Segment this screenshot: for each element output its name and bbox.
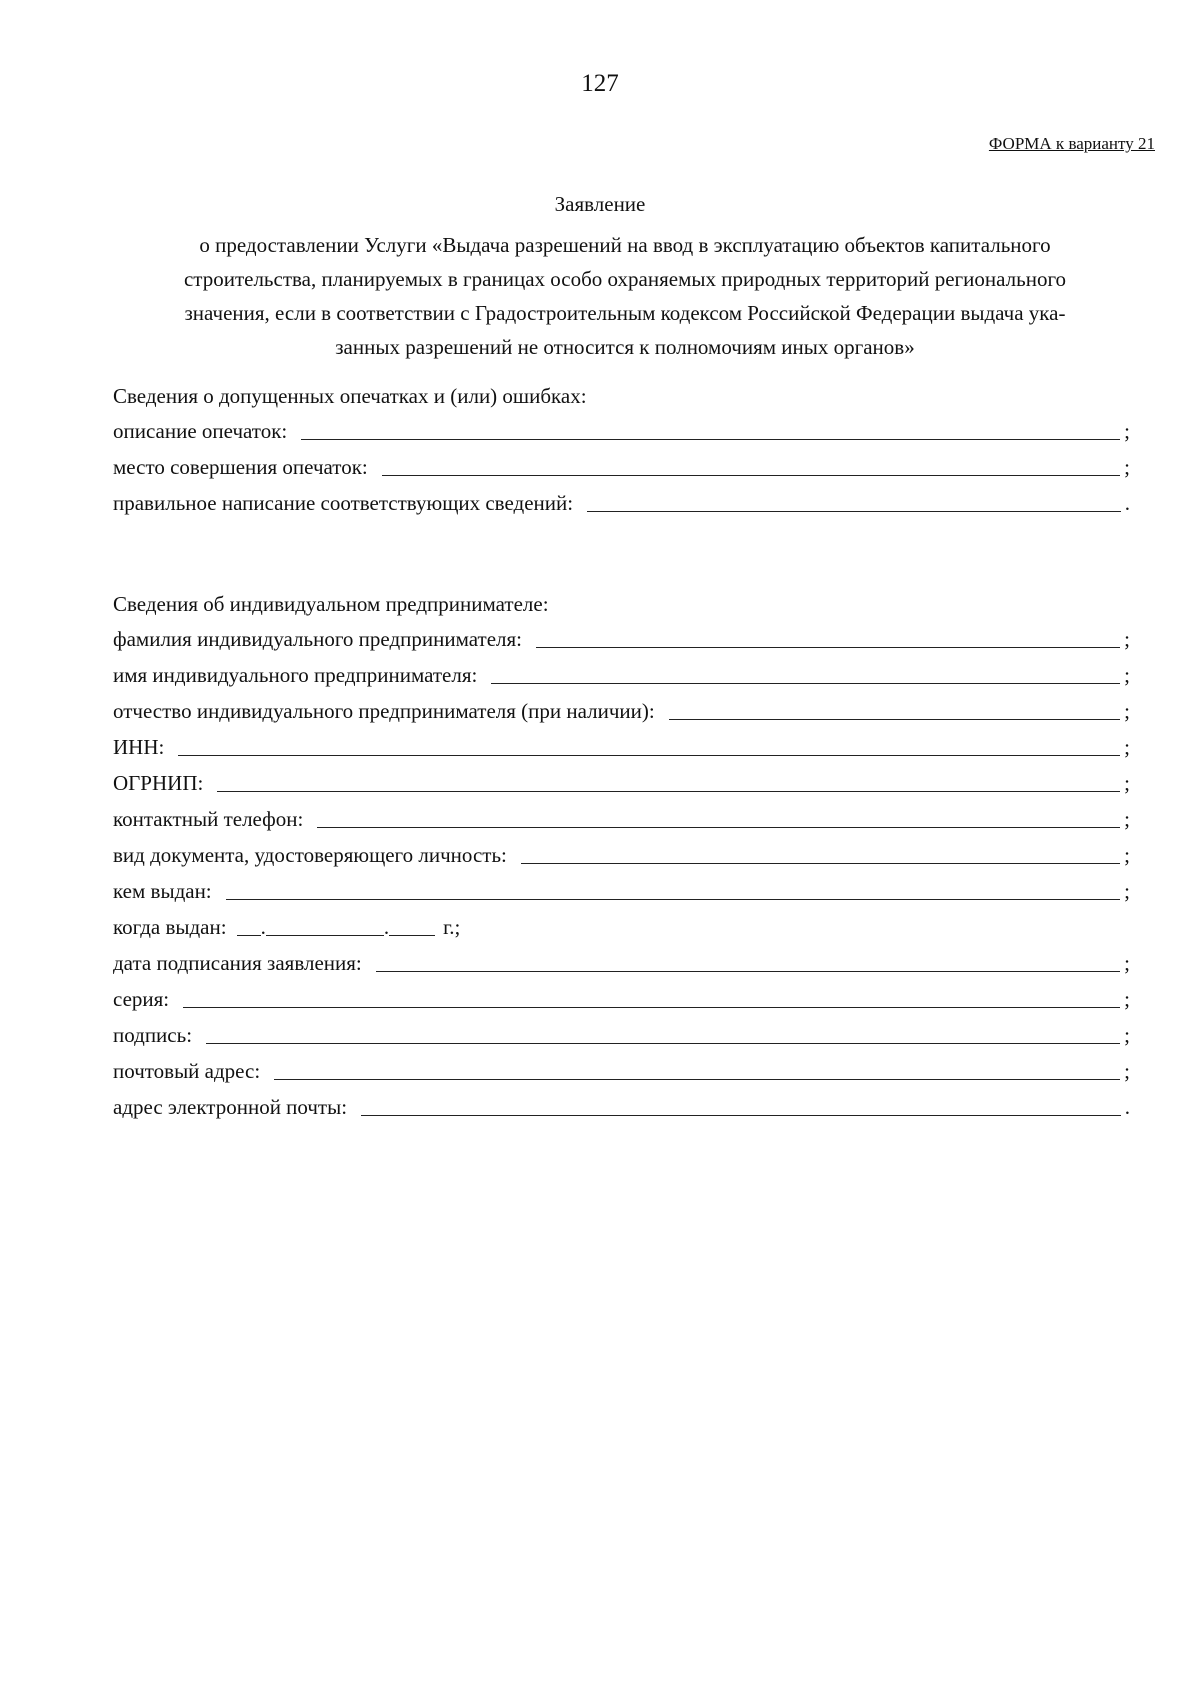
field-label: место совершения опечаток: [113, 455, 368, 479]
typo-description-field [113, 414, 1130, 450]
typo-location-field [113, 450, 1130, 486]
email-field [113, 1090, 1130, 1126]
field-end-mark: ; [1124, 951, 1130, 975]
postal-address-field [113, 1054, 1130, 1090]
subtitle-line: о предоставлении Услуги «Выдача разрешений на ввод в эксплуатацию объектов капитального [199, 233, 1051, 257]
correct-spelling-input-line[interactable] [587, 510, 1121, 512]
issue-month-blank[interactable] [266, 934, 384, 936]
series-field [113, 982, 1130, 1018]
field-label: отчество индивидуального предпринимателя (при наличии): [113, 699, 655, 723]
document-subtitle [100, 228, 1150, 364]
surname-field [113, 622, 1130, 658]
entrepreneur-section [113, 586, 1130, 1126]
field-end-mark: ; [1124, 1059, 1130, 1083]
field-label: адрес электронной почты: [113, 1095, 348, 1119]
field-label: вид документа, удостоверяющего личность: [113, 843, 507, 867]
subtitle-line: значения, если в соответствии с Градостроительным кодексом Российской Федерации выдача ука- [184, 301, 1066, 325]
patronymic-field [113, 694, 1130, 730]
phone-field [113, 802, 1130, 838]
field-end-mark: ; [1124, 843, 1130, 867]
issue-year-blank[interactable] [389, 934, 435, 936]
field-end-mark: ; [1124, 771, 1130, 795]
field-end-mark: ; [1124, 419, 1130, 443]
email-input-line[interactable] [361, 1114, 1121, 1116]
signing-date-input-line[interactable] [376, 970, 1120, 972]
issue-day-blank[interactable] [237, 934, 261, 936]
surname-input-line[interactable] [536, 646, 1120, 648]
signature-input-line[interactable] [206, 1042, 1120, 1044]
field-label: контактный телефон: [113, 807, 304, 831]
phone-input-line[interactable] [317, 826, 1120, 828]
ogrnip-field [113, 766, 1130, 802]
issued-by-input-line[interactable] [226, 898, 1121, 900]
issued-by-field [113, 874, 1130, 910]
field-end-mark: ; [1124, 1023, 1130, 1047]
ogrnip-input-line[interactable] [217, 790, 1120, 792]
first-name-input-line[interactable] [491, 682, 1120, 684]
field-end-mark: ; [1124, 699, 1130, 723]
typo-description-input-line[interactable] [301, 438, 1120, 440]
inn-field [113, 730, 1130, 766]
field-label: серия: [113, 987, 170, 1011]
field-end-mark: ; [1124, 663, 1130, 687]
errors-section-heading: Сведения о допущенных опечатках и (или) ошибках: [113, 384, 587, 408]
field-end-mark: ; [1124, 807, 1130, 831]
first-name-field [113, 658, 1130, 694]
issue-date-field [113, 910, 1130, 946]
field-end-mark: ; [1124, 735, 1130, 759]
subtitle-line: строительства, планируемых в границах особо охраняемых природных территорий регионального [183, 267, 1067, 291]
id-document-type-field [113, 838, 1130, 874]
field-end-mark: ; [1124, 627, 1130, 651]
id-document-type-input-line[interactable] [521, 862, 1120, 864]
document-title: Заявление [554, 192, 646, 216]
page-number: 127 [581, 70, 619, 97]
field-label: почтовый адрес: [113, 1059, 261, 1083]
field-end-mark: . [1124, 1095, 1130, 1119]
field-end-mark: . [1124, 491, 1130, 515]
entrepreneur-section-heading: Сведения об индивидуальном предпринимателе: [113, 592, 549, 616]
field-label: кем выдан: [113, 879, 212, 903]
field-label: когда выдан: [113, 915, 227, 939]
field-end-mark: ; [1124, 987, 1130, 1011]
field-label: описание опечаток: [113, 419, 288, 443]
field-end-mark: ; [1124, 879, 1130, 903]
form-reference: ФОРМА к варианту 21 [988, 134, 1155, 153]
field-label: ОГРНИП: [113, 771, 204, 795]
inn-input-line[interactable] [178, 754, 1120, 756]
series-input-line[interactable] [183, 1006, 1120, 1008]
postal-address-input-line[interactable] [274, 1078, 1120, 1080]
field-label: ИНН: [113, 735, 165, 759]
patronymic-input-line[interactable] [669, 718, 1120, 720]
field-label: правильное написание соответствующих сведений: [113, 491, 574, 515]
date-separator: . [383, 915, 390, 939]
field-label: подпись: [113, 1023, 193, 1047]
field-label: фамилия индивидуального предпринимателя: [113, 627, 522, 651]
year-suffix: г.; [443, 915, 461, 939]
signature-field [113, 1018, 1130, 1054]
signing-date-field [113, 946, 1130, 982]
field-label: дата подписания заявления: [113, 951, 362, 975]
date-separator: . [260, 915, 266, 939]
field-label: имя индивидуального предпринимателя: [113, 663, 478, 687]
errors-section [113, 378, 1130, 522]
subtitle-line: занных разрешений не относится к полномочиям иных органов» [335, 335, 915, 359]
typo-location-input-line[interactable] [382, 474, 1120, 476]
field-end-mark: ; [1124, 455, 1130, 479]
correct-spelling-field [113, 486, 1130, 522]
